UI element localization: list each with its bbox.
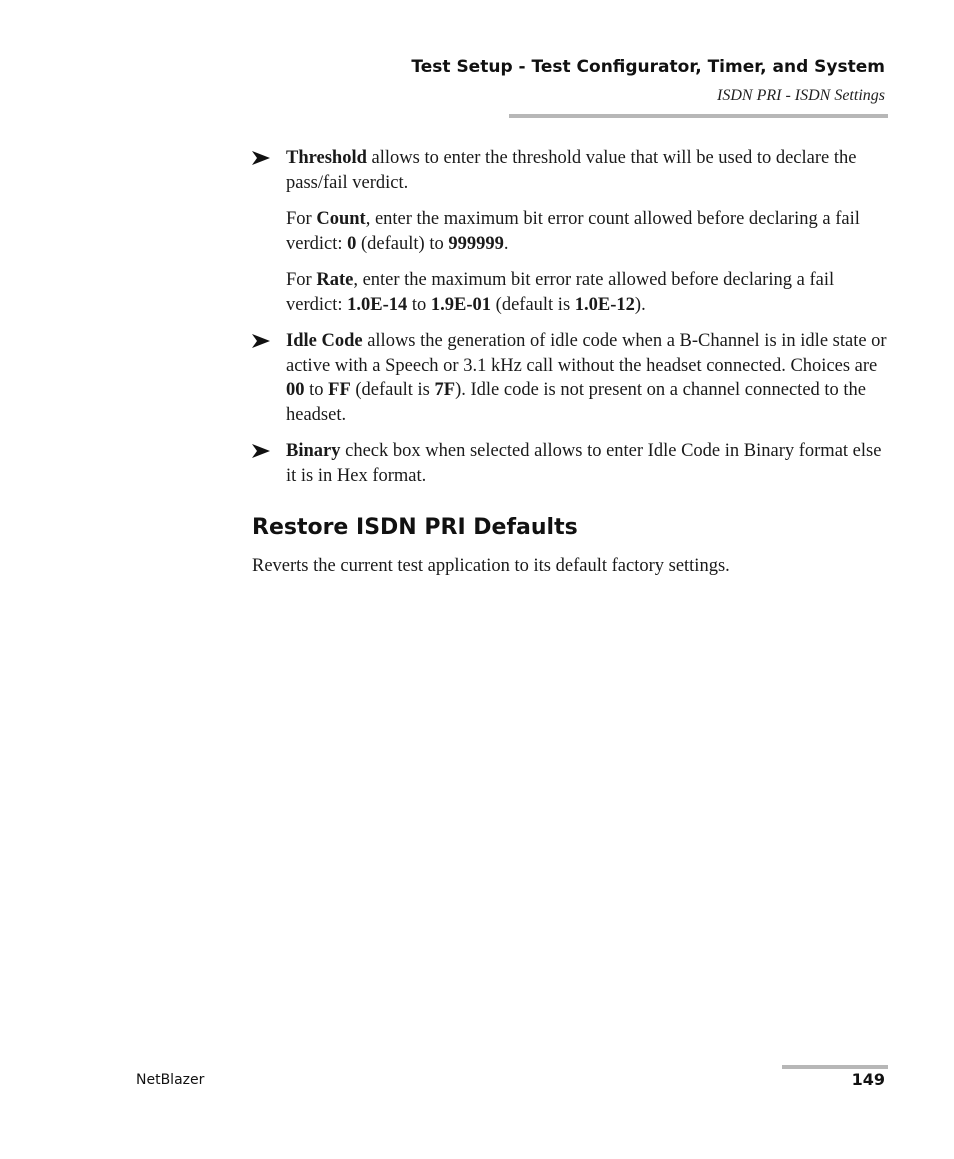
rate-default-value: 1.0E-12 [574,294,635,315]
rate-max-value: 1.9E-01 [430,294,492,315]
count-paragraph [252,207,888,256]
running-header-subtitle: ISDN PRI - ISDN Settings [717,87,885,104]
section-body: Reverts the current test application to its default factory settings. [252,556,730,576]
footer-product-name: NetBlazer [136,1072,205,1088]
binary-text: check box when selected allows to enter Idle Code in Binary format else it is in Hex format. [286,441,882,486]
idle-min-value: 00 [286,380,305,400]
arrow-bullet-icon [252,150,270,166]
idle-text-1: allows the generation of idle code when a B-Channel is in idle state or active with a Speech or 3.1 kHz call without the headset connected. Choices are [286,331,887,376]
count-text-2: , enter the maximum bit error count allowed before declaring a fail verdict: [286,209,860,254]
rate-text-5: ). [634,294,646,315]
idle-max-value: FF [328,380,351,400]
term-threshold: Threshold [286,148,367,168]
idle-text-4: ). Idle code is not present on a channel connected to the headset. [286,380,867,425]
term-count: Count [316,209,366,229]
rate-min-value: 1.0E-14 [347,294,408,315]
idle-text-2: to [304,380,329,400]
count-text-3: (default) to [356,233,449,254]
page-number: 149 [851,1070,885,1089]
term-binary: Binary [286,441,341,461]
count-text-1: For [286,209,317,229]
term-rate: Rate [316,270,354,290]
rate-text-1: For [286,270,317,290]
running-header-title: Test Setup - Test Configurator, Timer, and System [411,57,885,77]
rate-paragraph [252,268,888,317]
idle-default-value: 7F [434,380,456,400]
idle-text-3: (default is [350,380,435,400]
arrow-bullet-icon [252,443,270,459]
rate-text-3: to [407,294,431,315]
bullet-threshold [252,146,888,195]
arrow-bullet-icon [252,333,270,349]
bullet-binary [252,439,888,488]
threshold-text: allows to enter the threshold value that will be used to declare the pass/fail verdict. [286,148,857,193]
term-idle-code: Idle Code [286,331,363,351]
page-content [252,146,888,579]
count-text-4: . [503,233,509,254]
count-min-value: 0 [347,233,357,254]
section-heading: Restore ISDN PRI Defaults [252,515,578,540]
header-rule [509,114,888,118]
rate-text-4: (default is [491,294,575,315]
bullet-idle-code [252,329,888,427]
rate-text-2: , enter the maximum bit error rate allowed before declaring a fail verdict: [286,270,835,315]
footer-rule [782,1065,888,1069]
count-max-value: 999999 [448,233,504,254]
